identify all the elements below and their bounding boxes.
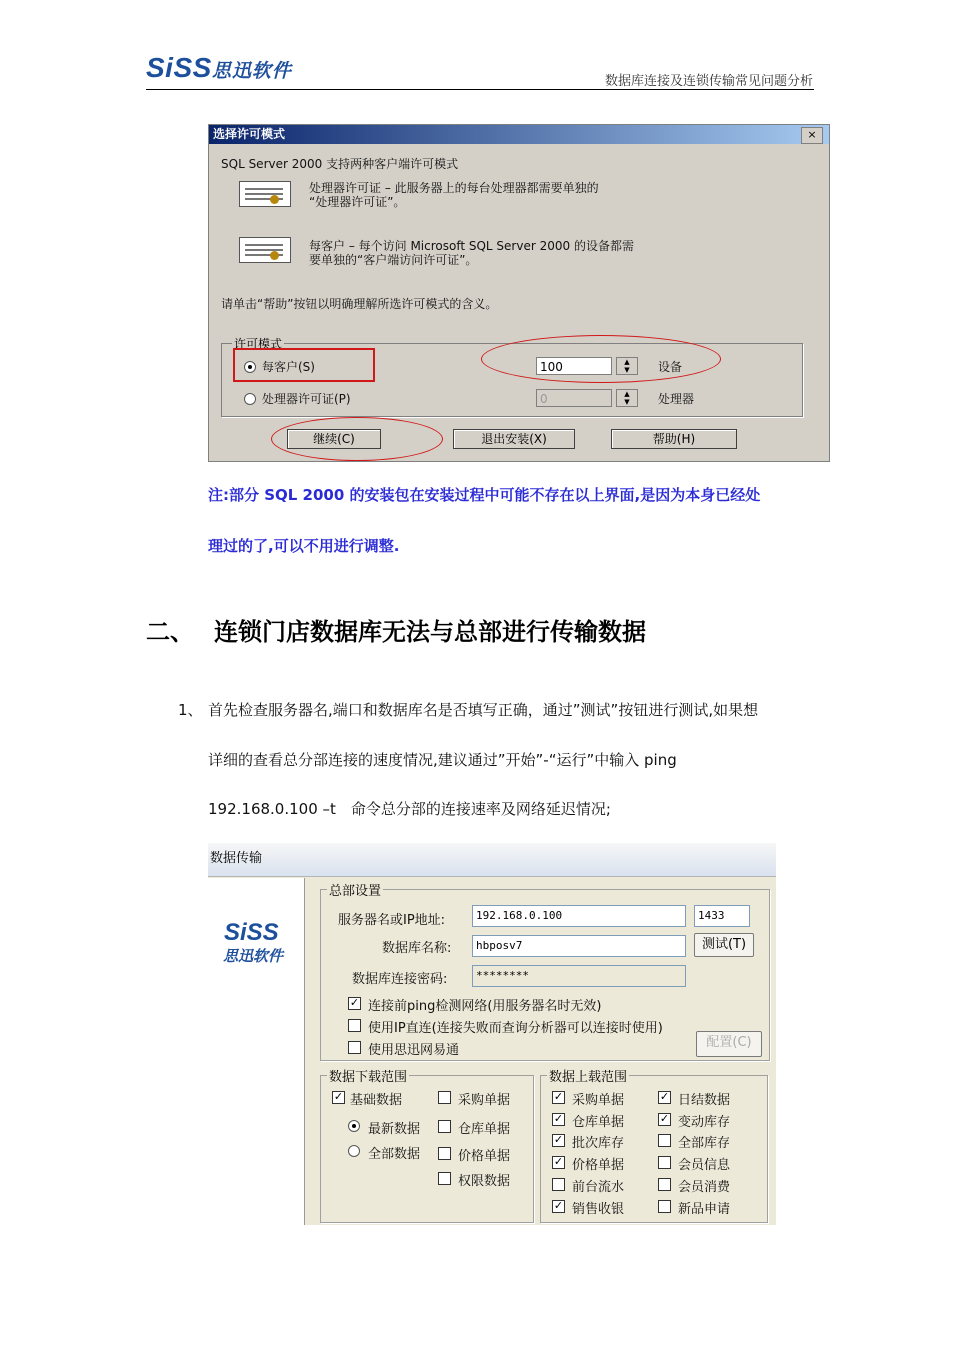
ping-checkbox[interactable]: ✓ (349, 996, 360, 1009)
dl-all-radio[interactable] (348, 1145, 360, 1157)
license-mode-dialog (208, 124, 830, 462)
continue-button[interactable]: 继续(C) (287, 429, 381, 449)
db-name-label: 数据库名称: (382, 941, 452, 956)
processors-unit-label: 处理器 (658, 392, 695, 406)
dl-warehouse-checkbox[interactable] (438, 1120, 451, 1133)
step-number: 1、 (178, 701, 203, 719)
ul-pos-label: 前台流水 (572, 1180, 625, 1195)
ul-consume-label: 会员消费 (678, 1180, 731, 1195)
per-processor-desc-1: 处理器许可证 – 此服务器上的每台处理器都需要单独的 (309, 181, 599, 195)
ul-daily-checkbox[interactable]: ✓ (659, 1090, 670, 1103)
dl-basic-checkbox[interactable]: ✓ (333, 1090, 344, 1103)
direct-ip-option-label: 使用IP直连(连接失败而查询分析器可以连接时使用) (368, 1021, 663, 1036)
siss-netease-checkbox[interactable] (348, 1041, 361, 1054)
upload-scope-label: 数据上载范围 (547, 1066, 629, 1085)
processors-count-input[interactable]: 0 (536, 389, 612, 407)
highlight-oval (481, 335, 721, 383)
processors-spinner-icon[interactable]: ▲ ▼ (616, 389, 638, 407)
header-divider (146, 89, 814, 90)
devices-spinner-icon[interactable]: ▲ ▼ (616, 357, 638, 375)
per-processor-radio[interactable] (244, 393, 256, 405)
test-button[interactable]: 测试(T) (694, 933, 754, 957)
server-label: 服务器名或IP地址: (338, 913, 446, 928)
ping-option-label: 连接前ping检测网络(用服务器名时无效) (368, 999, 602, 1014)
server-input[interactable]: 192.168.0.100 (472, 905, 686, 927)
ul-pos-checkbox[interactable] (552, 1178, 565, 1191)
help-button[interactable]: 帮助(H) (611, 429, 737, 449)
per-processor-desc-2: “处理器许可证”。 (309, 195, 406, 209)
dialog-logo-cn: 思迅软件 (223, 947, 284, 965)
group-label: 许可模式 (234, 337, 283, 351)
db-password-input[interactable]: ******** (472, 965, 686, 987)
ul-price-checkbox[interactable]: ✓ (553, 1155, 564, 1168)
ul-batch-label: 批次库存 (572, 1136, 625, 1151)
ul-member-label: 会员信息 (678, 1158, 731, 1173)
step-text-line-3: 192.168.0.100 –t 命令总分部的连接速率及网络延迟情况; (208, 800, 611, 818)
note-line-1: 注:部分 SQL 2000 的安装包在安装过程中可能不存在以上界面,是因为本身已经处 (208, 486, 761, 504)
ul-warehouse-checkbox[interactable]: ✓ (553, 1112, 564, 1125)
per-seat-desc-2: 要单独的“客户端访问许可证”。 (309, 253, 478, 267)
per-seat-desc-1: 每客户 – 每个访问 Microsoft SQL Server 2000 的设备都需 (309, 239, 634, 253)
dl-permission-label: 权限数据 (458, 1174, 511, 1189)
config-button[interactable]: 配置(C) (696, 1031, 762, 1057)
dialog-title-bar: 选择许可模式 (209, 125, 829, 144)
hq-settings-label: 总部设置 (327, 880, 383, 899)
dl-permission-checkbox[interactable] (438, 1172, 451, 1185)
step-text-line-2: 详细的查看总分部连接的速度情况,建议通过”开始”-“运行”中输入 ping (208, 751, 677, 769)
dl-warehouse-label: 仓库单据 (458, 1122, 511, 1137)
ul-change-label: 变动库存 (678, 1115, 731, 1130)
step-text-line-1: 首先检查服务器名,端口和数据库名是否填写正确，通过”测试”按钮进行测试,如果想 (208, 701, 759, 719)
ul-purchase-checkbox[interactable]: ✓ (553, 1090, 564, 1103)
help-hint-text: 请单击“帮助”按钮以明确理解所选许可模式的含义。 (221, 297, 498, 311)
devices-count-input[interactable]: 100 (536, 357, 612, 375)
ul-change-checkbox[interactable]: ✓ (659, 1112, 670, 1125)
ul-daily-label: 日结数据 (678, 1093, 731, 1108)
ul-member-checkbox[interactable] (658, 1156, 671, 1169)
dl-all-label: 全部数据 (368, 1147, 421, 1162)
ul-batch-checkbox[interactable]: ✓ (553, 1133, 564, 1146)
ul-price-label: 价格单据 (572, 1158, 625, 1173)
ul-allstock-label: 全部库存 (678, 1136, 731, 1151)
download-scope-label: 数据下载范围 (327, 1066, 409, 1085)
db-name-input[interactable]: hbposv7 (472, 935, 686, 957)
exit-setup-button[interactable]: 退出安装(X) (453, 429, 575, 449)
dl-latest-radio[interactable] (348, 1120, 360, 1132)
dl-price-checkbox[interactable] (438, 1147, 451, 1160)
highlight-oval (271, 417, 443, 461)
ul-purchase-label: 采购单据 (572, 1093, 625, 1108)
data-transfer-dialog (208, 843, 776, 1225)
per-seat-radio-label: 每客户(S) (262, 360, 315, 374)
section-title: 连锁门店数据库无法与总部进行传输数据 (214, 618, 646, 646)
dialog-title-bar: 数据传输 (208, 843, 776, 877)
siss-netease-option-label: 使用思迅网易通 (368, 1043, 460, 1058)
direct-ip-checkbox[interactable] (348, 1019, 361, 1032)
ul-warehouse-label: 仓库单据 (572, 1115, 625, 1130)
ul-allstock-checkbox[interactable] (658, 1134, 671, 1147)
dl-basic-label: 基础数据 (350, 1093, 403, 1108)
note-line-2: 理过的了,可以不用进行调整. (208, 537, 400, 555)
close-icon[interactable]: × (801, 127, 823, 144)
dl-purchase-checkbox[interactable] (438, 1091, 451, 1104)
ul-consume-checkbox[interactable] (658, 1178, 671, 1191)
logo-en: SiSS (146, 52, 212, 83)
section-heading (146, 612, 646, 647)
db-password-label: 数据库连接密码: (352, 972, 448, 987)
dl-purchase-label: 采购单据 (458, 1093, 511, 1108)
logo-cn: 思迅软件 (211, 61, 292, 82)
ul-newitem-label: 新品申请 (678, 1202, 731, 1217)
certificate-icon (239, 181, 291, 207)
ul-sales-label: 销售收银 (572, 1202, 625, 1217)
license-intro-text: SQL Server 2000 支持两种客户端许可模式 (221, 157, 459, 171)
per-processor-radio-label: 处理器许可证(P) (262, 392, 351, 406)
section-number: 二、 (146, 618, 194, 646)
ul-newitem-checkbox[interactable] (658, 1200, 671, 1213)
dialog-logo-en: SiSS (224, 919, 279, 946)
company-logo (146, 52, 292, 84)
dl-latest-label: 最新数据 (368, 1122, 421, 1137)
dl-price-label: 价格单据 (458, 1149, 511, 1164)
highlight-box (233, 348, 375, 382)
ul-sales-checkbox[interactable]: ✓ (553, 1199, 564, 1212)
certificate-icon (239, 237, 291, 263)
port-input[interactable]: 1433 (694, 905, 750, 927)
document-header-title: 数据库连接及连锁传输常见问题分析 (604, 74, 813, 89)
devices-unit-label: 设备 (658, 360, 683, 374)
